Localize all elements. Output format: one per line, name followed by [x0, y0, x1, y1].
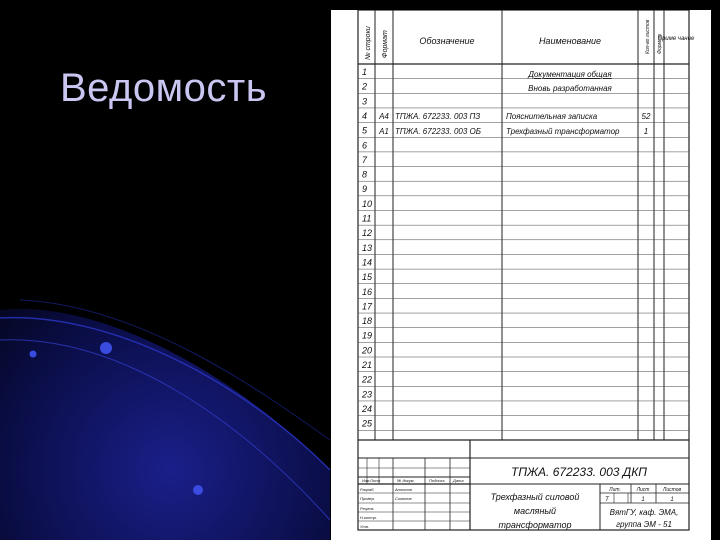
- header-copies: Кол-во листов: [645, 19, 651, 54]
- entry-designation: ТПЖА. 672233. 003 ОБ: [395, 127, 481, 136]
- stamp-label-change: Изм: [362, 478, 370, 483]
- row-number: 9: [362, 184, 368, 195]
- header-row-number: № строки: [365, 26, 372, 60]
- entry-name: Пояснительная записка: [506, 112, 598, 121]
- header-format: Формат: [382, 30, 389, 58]
- stamp-lit-value: Т: [605, 497, 609, 503]
- row-number: 12: [362, 228, 373, 239]
- statement-form: [331, 10, 711, 540]
- stamp-sheets-label: Листов: [662, 487, 682, 493]
- entry-sheets: 1: [643, 127, 649, 136]
- stamp-org-line: группа ЭМ - 51: [616, 520, 672, 529]
- row-number: 14: [362, 257, 373, 268]
- row-number: 7: [362, 154, 368, 165]
- row-number: 5: [362, 125, 368, 136]
- stamp-checker-name: Симонов: [395, 496, 412, 501]
- row-number: 16: [362, 286, 373, 297]
- stamp-label-checked: Провер.: [360, 496, 375, 501]
- section-title: Документация общая: [528, 70, 612, 79]
- form-frame: [358, 10, 689, 530]
- entry-format: A4: [379, 112, 389, 121]
- stamp-label-doc-no: № докум.: [397, 478, 415, 483]
- stamp-label-reviewer: Реценз.: [360, 506, 375, 511]
- header-note: Приме чание: [657, 36, 695, 42]
- row-number: 18: [362, 316, 373, 327]
- entry-format: A1: [379, 127, 389, 136]
- stamp-title-line: Трехфазный силовой: [490, 492, 580, 502]
- stamp-label-norm-control: Н.контр.: [360, 515, 377, 520]
- row-number: 22: [362, 374, 373, 385]
- row-number: 8: [362, 169, 368, 180]
- row-number: 10: [362, 198, 373, 209]
- entry-name: Трехфазный трансформатор: [506, 127, 620, 136]
- stamp-lit-label: Лит.: [609, 487, 621, 493]
- header-name: Наименование: [538, 36, 602, 46]
- orb-decoration: [100, 342, 112, 354]
- stamp-sheet-label: Лист: [636, 487, 650, 493]
- stamp-org-line: ВятГУ, каф. ЭМА,: [609, 508, 679, 517]
- header-designation: Обозначение: [419, 36, 475, 46]
- orb-decoration: [30, 351, 37, 358]
- title-block: [358, 440, 689, 530]
- stamp-label-date: Дата: [453, 478, 464, 483]
- entry-sheets: 52: [641, 112, 651, 121]
- row-number: 25: [362, 418, 373, 429]
- row-number: 24: [362, 403, 373, 414]
- row-number: 2: [362, 81, 368, 92]
- stamp-label-sheet: Лист: [370, 478, 381, 483]
- stamp-label-signature: Подпись: [429, 478, 445, 483]
- stamp-title-line: трансформатор: [498, 520, 572, 530]
- row-number: 11: [362, 213, 372, 224]
- row-number: 20: [362, 345, 373, 356]
- row-number: 1: [362, 67, 368, 77]
- row-number: 6: [362, 140, 368, 151]
- row-number: 23: [362, 389, 373, 400]
- row-number: 21: [362, 360, 373, 370]
- header-sheet-format: Формат: [657, 34, 663, 54]
- row-number: 19: [362, 330, 373, 341]
- stamp-label-developed: Разраб.: [360, 487, 375, 492]
- stamp-sheets-value: 1: [670, 497, 674, 503]
- row-number: 15: [362, 272, 373, 283]
- stamp-title-line: масляный: [513, 506, 557, 516]
- stamp-developer-name: Антонов: [395, 487, 412, 492]
- row-number: 17: [362, 301, 373, 312]
- entry-designation: ТПЖА. 672233. 003 ПЗ: [395, 112, 481, 121]
- row-number: 13: [362, 242, 373, 253]
- row-number: 4: [362, 110, 368, 121]
- stamp-sheet-value: 1: [641, 497, 645, 503]
- orb-decoration: [193, 485, 203, 495]
- row-number: 3: [362, 96, 368, 107]
- section-subtitle: Вновь разработанная: [528, 84, 612, 93]
- stamp-code: ТПЖА. 672233. 003 ДКП: [511, 465, 647, 479]
- slide-title: Ведомость: [60, 66, 268, 110]
- row-numbers: [361, 67, 373, 429]
- document-sheet: [331, 10, 711, 540]
- stamp-label-approved: Утв.: [360, 524, 370, 529]
